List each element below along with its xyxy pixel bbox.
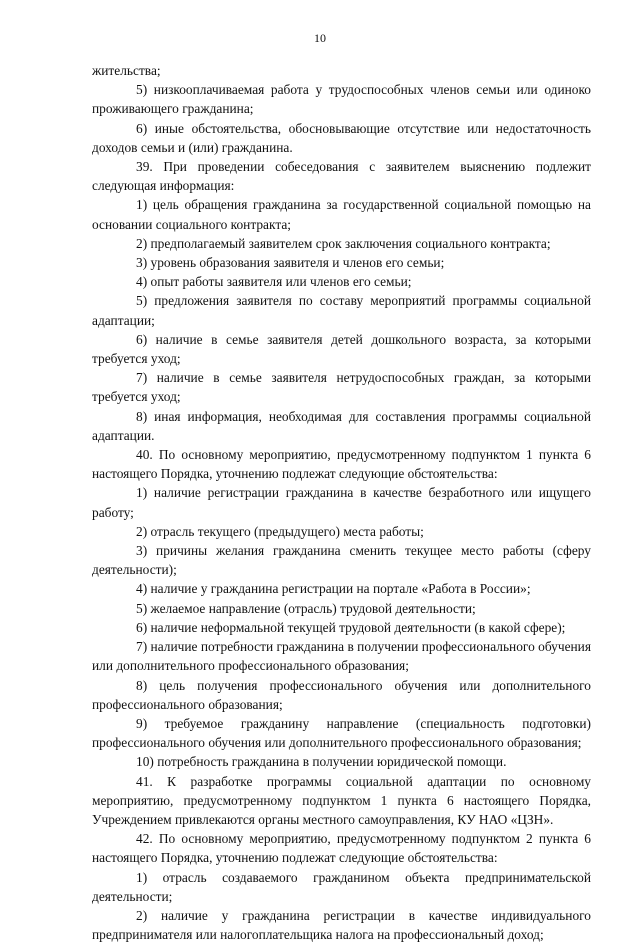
paragraph: 6) иные обстоятельства, обосновывающие отсутствие или недостаточность доходов семьи и (или) гражданина. (92, 120, 591, 155)
paragraph: 5) желаемое направление (отрасль) трудовой деятельности; (136, 600, 476, 616)
paragraph: 39. При проведении собеседования с заявителем выяснению подлежит следующая информация: (92, 159, 591, 194)
paragraph: 4) наличие у гражданина регистрации на портале «Работа в России»; (136, 581, 531, 597)
paragraph: 3) причины желания гражданина сменить текущее место работы (сферу деятельности); (92, 543, 591, 578)
paragraph: 10) потребность гражданина в получении юридической помощи. (136, 754, 507, 770)
document-body (92, 61, 591, 944)
paragraph: 1) цель обращения гражданина за государственной социальной помощью на основании социального контракта; (92, 197, 591, 232)
paragraph: 6) наличие неформальной текущей трудовой деятельности (в какой сфере); (136, 619, 566, 635)
paragraph: 40. По основному мероприятию, предусмотренному подпунктом 1 пункта 6 настоящего Порядка, уточнению подлежат следующие обстоятельства: (92, 447, 591, 482)
paragraph: 5) низкооплачиваемая работа у трудоспособных членов семьи или одиноко проживающего гражданина; (92, 82, 591, 117)
paragraph: 42. По основному мероприятию, предусмотренному подпунктом 2 пункта 6 настоящего Порядка, уточнению подлежат следующие обстоятельства: (92, 831, 591, 866)
paragraph: 3) уровень образования заявителя и членов его семьи; (136, 255, 445, 271)
paragraph: 7) наличие потребности гражданина в получении профессионального обучения или дополнительного профессионального образования; (92, 639, 591, 674)
paragraph: 2) отрасль текущего (предыдущего) места работы; (136, 523, 424, 539)
paragraph: 2) наличие у гражданина регистрации в качестве индивидуального предпринимателя или налогоплательщика налога на профессиональный доход; (92, 907, 591, 943)
paragraph: 8) иная информация, необходимая для составления программы социальной адаптации. (92, 408, 591, 443)
paragraph: 1) наличие регистрации гражданина в качестве безработного или ищущего работу; (92, 485, 591, 520)
paragraph: 9) требуемое гражданину направление (специальность подготовки) профессионального обучения или дополнительного профессионального образования; (92, 715, 591, 751)
paragraph: 41. К разработке программы социальной адаптации по основному мероприятию, предусмотренному подпунктом 1 пункта 6 настоящего Порядка, Учреждением привлекаются органы местного самоуправления, КУ НАО «ЦЗН». (92, 773, 591, 827)
paragraph: 5) предложения заявителя по составу мероприятий программы социальной адаптации; (92, 293, 591, 328)
paragraph: 7) наличие в семье заявителя нетрудоспособных граждан, за которыми требуется уход; (92, 370, 591, 405)
paragraph: 8) цель получения профессионального обучения или дополнительного профессионального образования; (92, 677, 591, 712)
paragraph: жительства; (92, 63, 161, 78)
paragraph: 2) предполагаемый заявителем срок заключения социального контракта; (136, 235, 551, 251)
paragraph: 1) отрасль создаваемого гражданином объекта предпринимательской деятельности; (92, 869, 591, 904)
paragraph: 6) наличие в семье заявителя детей дошкольного возраста, за которыми требуется уход; (92, 331, 591, 367)
page-number: 10 (314, 31, 326, 45)
paragraph: 4) опыт работы заявителя или членов его семьи; (136, 274, 412, 290)
